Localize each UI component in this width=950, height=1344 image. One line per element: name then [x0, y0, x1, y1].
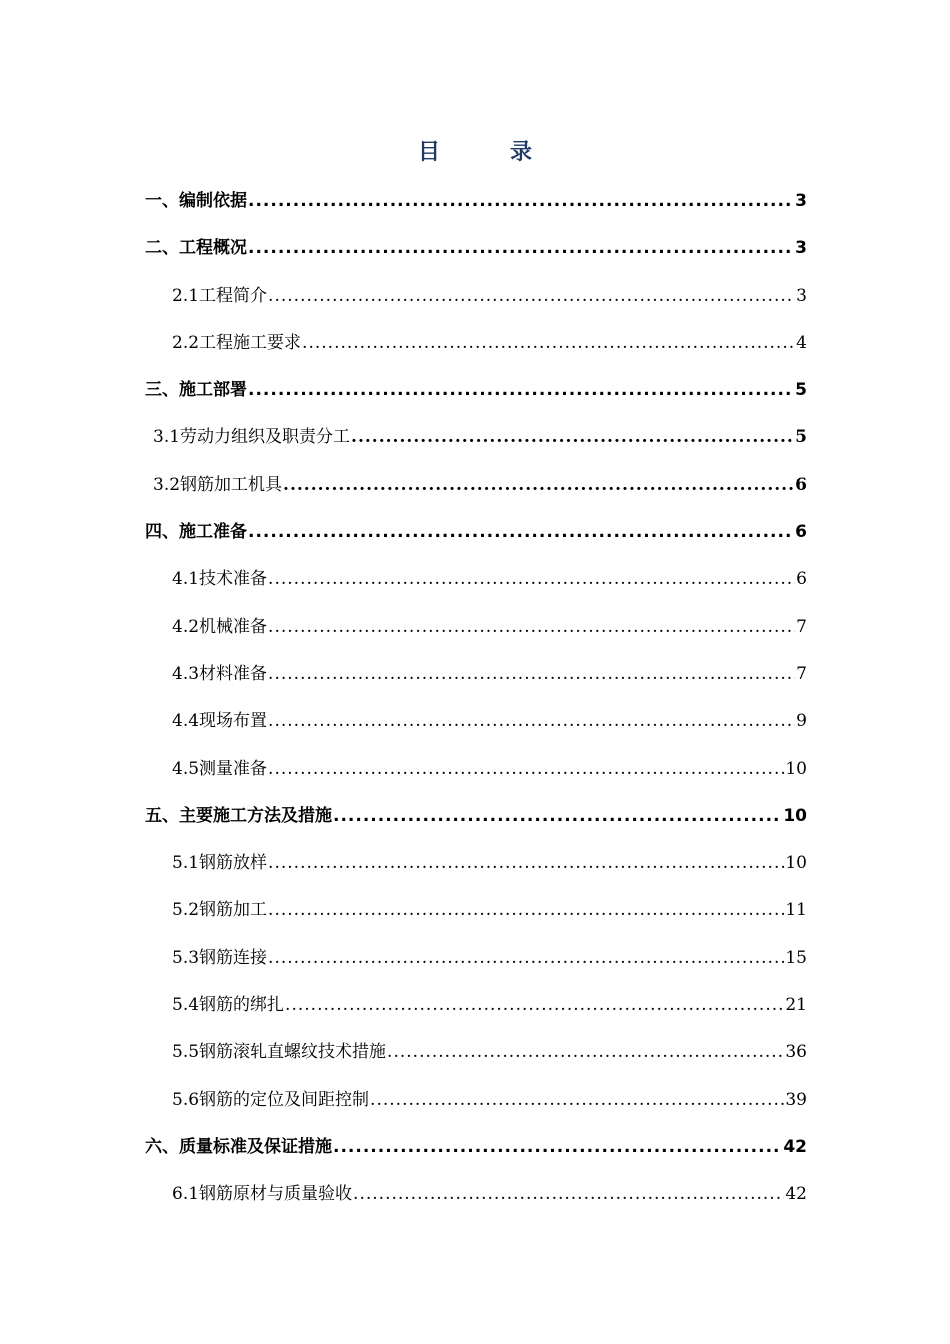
toc-entry-label: 三、施工部署	[145, 380, 247, 401]
toc-entry-page-number: 39	[785, 1089, 807, 1110]
toc-entry[interactable]	[145, 940, 807, 987]
toc-leader-dots	[268, 845, 784, 881]
toc-entry-page-number: 6	[795, 522, 807, 543]
toc-entry[interactable]	[145, 1082, 807, 1129]
toc-entry[interactable]	[145, 561, 807, 608]
toc-leader-dots	[268, 892, 784, 928]
toc-entry-label: 2.1工程简介	[172, 285, 268, 306]
toc-leader-dots	[387, 1034, 784, 1070]
toc-entry-label: 4.2机械准备	[172, 616, 268, 637]
toc-entry[interactable]	[145, 183, 807, 230]
toc-leader-dots	[268, 278, 795, 314]
toc-title	[0, 138, 950, 168]
toc-entry[interactable]	[145, 514, 807, 561]
table-of-contents	[145, 183, 807, 1224]
toc-entry-label: 5.4钢筋的绑扎	[172, 995, 285, 1016]
toc-entry[interactable]	[145, 1034, 807, 1081]
toc-entry-page-number: 10	[783, 805, 807, 826]
toc-leader-dots	[248, 230, 794, 266]
toc-leader-dots	[353, 1176, 784, 1212]
toc-leader-dots	[333, 798, 782, 834]
toc-entry-label: 3.1劳动力组织及职责分工	[153, 427, 351, 448]
toc-entry-page-number: 5	[795, 380, 807, 401]
toc-entry-label: 4.1技术准备	[172, 569, 268, 590]
toc-title-char-1: 目	[417, 140, 440, 165]
toc-entry[interactable]	[145, 892, 807, 939]
toc-leader-dots	[268, 703, 795, 739]
toc-entry[interactable]	[145, 278, 807, 325]
toc-entry-page-number: 36	[785, 1042, 807, 1063]
toc-title-char-2: 录	[510, 140, 533, 165]
toc-entry-page-number: 21	[785, 995, 807, 1016]
toc-leader-dots	[268, 609, 795, 645]
toc-entry[interactable]	[145, 656, 807, 703]
toc-entry-label: 4.3材料准备	[172, 663, 268, 684]
toc-entry-label: 5.1钢筋放样	[172, 853, 268, 874]
toc-entry[interactable]	[145, 372, 807, 419]
toc-leader-dots	[333, 1129, 782, 1165]
toc-entry-label: 5.2钢筋加工	[172, 900, 268, 921]
toc-entry[interactable]	[145, 1129, 807, 1176]
toc-leader-dots	[248, 372, 794, 408]
toc-entry-page-number: 10	[785, 758, 807, 779]
toc-entry-page-number: 11	[785, 900, 807, 921]
toc-entry-label: 3.2钢筋加工机具	[153, 474, 283, 495]
toc-leader-dots	[370, 1082, 784, 1118]
toc-entry-label: 四、施工准备	[145, 522, 247, 543]
toc-entry[interactable]	[145, 798, 807, 845]
toc-leader-dots	[351, 419, 794, 455]
toc-entry-label: 五、主要施工方法及措施	[145, 805, 332, 826]
toc-entry-label: 5.5钢筋滚轧直螺纹技术措施	[172, 1042, 387, 1063]
toc-leader-dots	[285, 987, 784, 1023]
toc-entry[interactable]	[145, 845, 807, 892]
toc-entry-page-number: 3	[795, 191, 807, 211]
toc-entry[interactable]	[145, 325, 807, 372]
toc-leader-dots	[268, 561, 795, 597]
toc-entry-label: 5.6钢筋的定位及间距控制	[172, 1089, 370, 1110]
toc-leader-dots	[248, 183, 794, 219]
toc-entry-page-number: 9	[796, 711, 807, 732]
toc-entry[interactable]	[145, 703, 807, 750]
toc-entry[interactable]	[145, 467, 807, 514]
toc-leader-dots	[268, 940, 784, 976]
toc-leader-dots	[283, 467, 794, 503]
toc-entry[interactable]	[145, 609, 807, 656]
toc-entry[interactable]	[145, 419, 807, 466]
toc-leader-dots	[268, 656, 795, 692]
toc-entry-page-number: 7	[796, 616, 807, 637]
toc-entry-page-number: 6	[795, 474, 807, 495]
toc-entry-label: 六、质量标准及保证措施	[145, 1136, 332, 1157]
toc-entry-label: 2.2工程施工要求	[172, 332, 302, 353]
toc-entry-page-number: 7	[796, 663, 807, 684]
toc-entry-page-number: 5	[795, 427, 807, 448]
toc-entry-page-number: 42	[783, 1136, 807, 1157]
toc-entry-label: 4.4现场布置	[172, 711, 268, 732]
toc-entry[interactable]	[145, 987, 807, 1034]
toc-entry-label: 一、编制依据	[145, 191, 247, 211]
toc-entry-page-number: 3	[796, 285, 807, 306]
toc-entry[interactable]	[145, 1176, 807, 1223]
toc-entry[interactable]	[145, 751, 807, 798]
toc-entry-page-number: 10	[785, 853, 807, 874]
toc-entry-page-number: 6	[796, 569, 807, 590]
toc-entry-page-number: 4	[796, 332, 807, 353]
toc-entry-page-number: 15	[785, 947, 807, 968]
toc-leader-dots	[268, 751, 784, 787]
toc-entry-label: 二、工程概况	[145, 238, 247, 259]
toc-leader-dots	[302, 325, 795, 361]
toc-entry[interactable]	[145, 230, 807, 277]
toc-entry-label: 4.5测量准备	[172, 758, 268, 779]
toc-entry-label: 6.1钢筋原材与质量验收	[172, 1184, 353, 1205]
toc-leader-dots	[248, 514, 794, 550]
toc-entry-page-number: 3	[795, 238, 807, 259]
toc-entry-label: 5.3钢筋连接	[172, 947, 268, 968]
toc-entry-page-number: 42	[785, 1184, 807, 1205]
